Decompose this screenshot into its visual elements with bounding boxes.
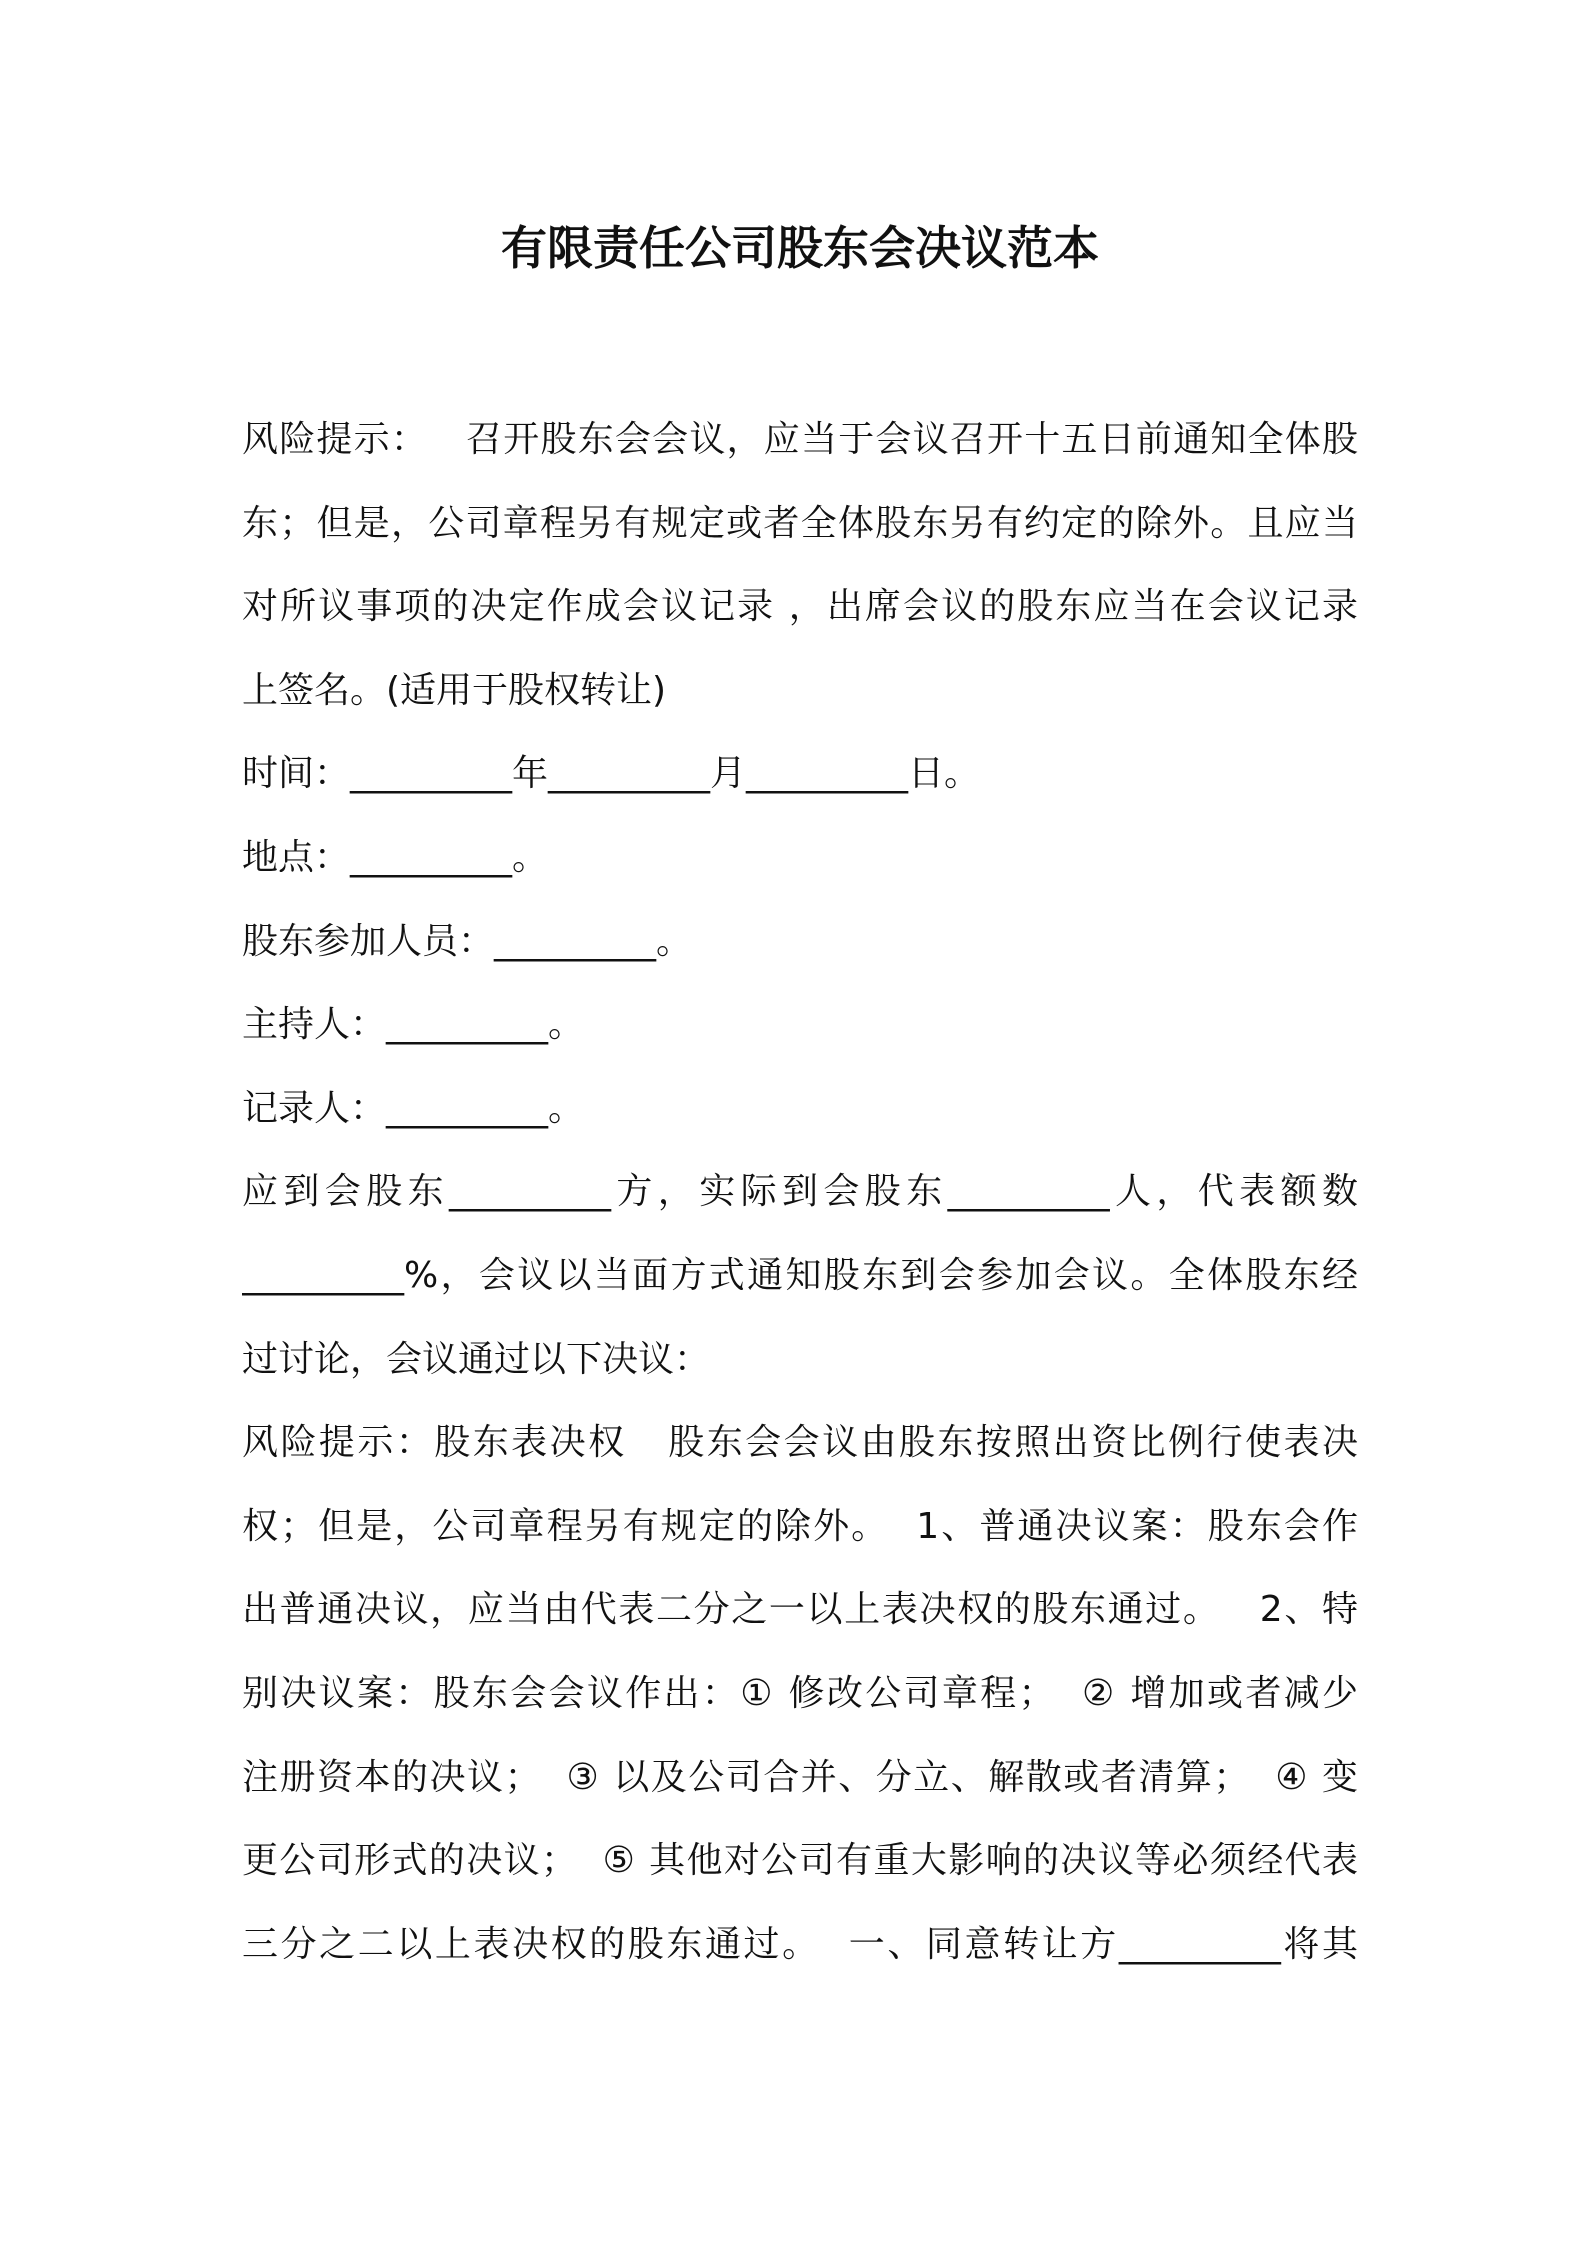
body-line: 更公司形式的决议； ⑤ 其他对公司有重大影响的决议等必须经代表 [242,1840,1358,1882]
attendance-line: 应到会股东_________方，实际到会股东_________人，代表额数 [242,1171,1358,1213]
resolution-line: 三分之二以上表决权的股东通过。 一、同意转让方_________将其 [242,1923,1358,1965]
risk-notice-line: 风险提示： 召开股东会会议，应当于会议召开十五日前通知全体股 [242,419,1358,460]
risk-notice-line: 风险提示：股东表决权 股东会会议由股东按照出资比例行使表决 [242,1422,1358,1464]
meeting-location-line: 地点：_________。 [242,836,549,878]
body-line: 上签名。(适用于股权转让) [242,669,667,711]
attendees-line: 股东参加人员：_________。 [242,920,693,962]
host-line: 主持人：_________。 [242,1004,585,1046]
body-line: _________%，会议以当面方式通知股东到会参加会议。全体股东经 [242,1254,1358,1296]
body-line: 对所议事项的决定作成会议记录 ，出席会议的股东应当在会议记录 [242,586,1358,628]
body-line: 出普通决议，应当由代表二分之一以上表决权的股东通过。 2、特 [242,1589,1358,1631]
body-line: 东；但是，公司章程另有规定或者全体股东另有约定的除外。且应当 [242,502,1358,544]
body-line: 别决议案：股东会会议作出：① 修改公司章程； ② 增加或者减少 [242,1672,1358,1714]
body-line: 权；但是，公司章程另有规定的除外。 1、普通决议案：股东会作 [242,1505,1358,1547]
meeting-time-line: 时间：_________年_________月_________日。 [242,753,981,795]
recorder-line: 记录人：_________。 [242,1087,585,1129]
document-title: 有限责任公司股东会决议范本 [501,221,1099,275]
body-line: 过讨论，会议通过以下决议： [242,1338,711,1380]
body-line: 注册资本的决议； ③ 以及公司合并、分立、解散或者清算； ④ 变 [242,1756,1358,1798]
document-body [242,398,1358,1986]
